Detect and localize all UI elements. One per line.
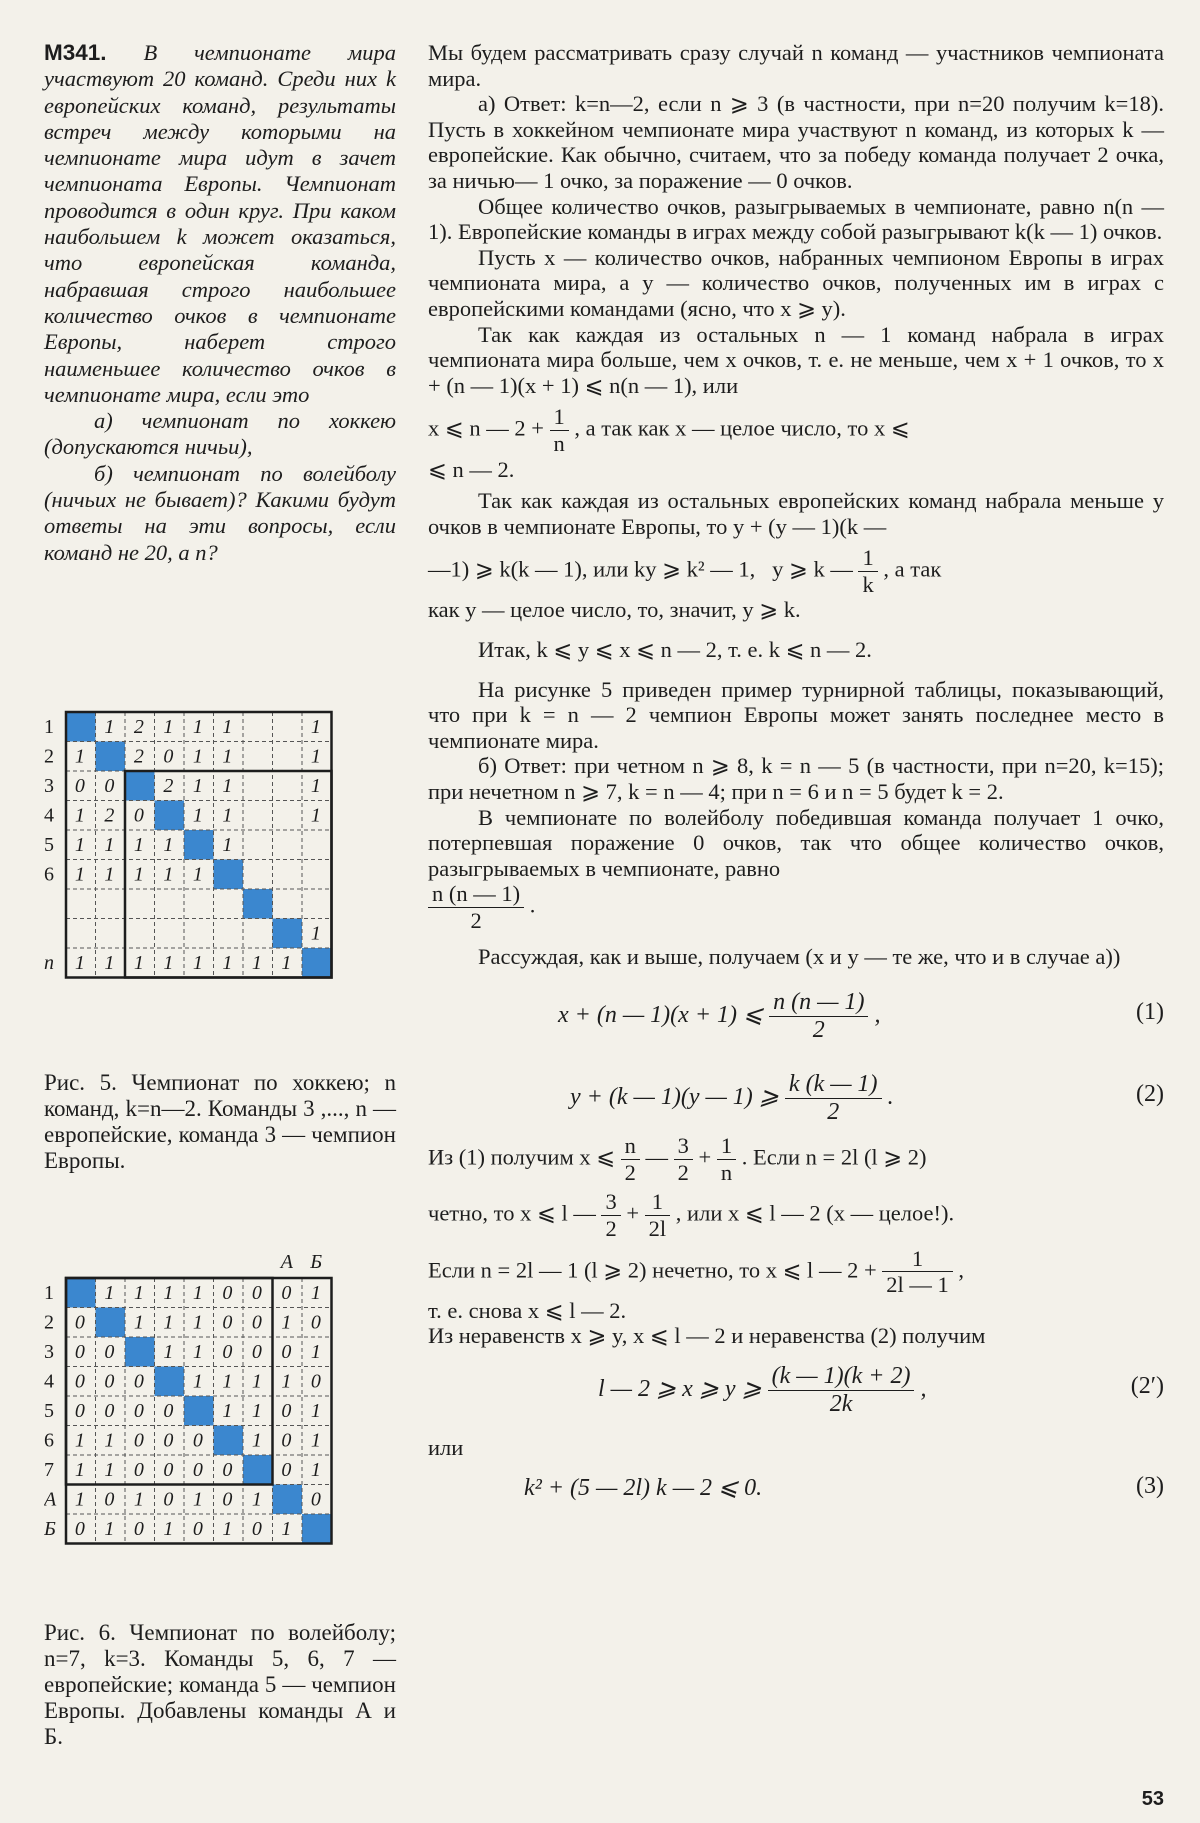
definition-x-y: Пусть x — количество очков, набранных чемпионом Европы в играх чемпионата мира, а y — количество очков, полученных им в играх с европейскими командами (ясно, что x ⩾ y). bbox=[428, 244, 1164, 321]
diagonal-cell bbox=[184, 1396, 214, 1426]
table-cell: 1 bbox=[222, 1370, 233, 1393]
diagonal-cell bbox=[302, 1514, 332, 1544]
table-cell: 1 bbox=[192, 1311, 203, 1334]
table-cell: 1 bbox=[222, 1400, 233, 1423]
table-cell: 1 bbox=[104, 1518, 115, 1541]
table-cell: 1 bbox=[163, 863, 174, 886]
table-cell: 0 bbox=[133, 1429, 144, 1452]
table-cell: 1 bbox=[281, 1518, 292, 1541]
odd-case: Если n = 2l — 1 (l ⩾ 2) нечетно, то x ⩽ l — 2 + $\frac{1}{2l — 1}$ , bbox=[428, 1245, 965, 1298]
table-cell: 0 bbox=[104, 1341, 115, 1364]
figure-6-caption: Рис. 6. Чемпионат по волейболу; n=7, k=3. Команды 5, 6, 7 — европейские; команда 5 — чемпион Европы. Добавлены команды А и Б. bbox=[44, 1620, 396, 1749]
table-cell: 1 bbox=[310, 716, 321, 739]
table-cell: 0 bbox=[74, 1518, 85, 1541]
figure-5-table bbox=[44, 700, 389, 1035]
table-cell: 0 bbox=[310, 1311, 321, 1334]
y-bound-line: —1) ⩾ k(k — 1), или ky ⩾ k² — 1, y ⩾ k — $\frac{1}{k}$ , а так bbox=[428, 545, 942, 597]
table-cell: 1 bbox=[104, 834, 115, 857]
table-cell: 1 bbox=[133, 1311, 144, 1334]
equation-2-prime: l — 2 ⩾ x ⩾ y ⩾ $\frac{(k — 1)(k + 2)}{2k}$ , (2′) bbox=[598, 1362, 1164, 1417]
table-cell: 1 bbox=[192, 1488, 203, 1511]
diagonal-cell bbox=[214, 1426, 244, 1456]
table-cell: 1 bbox=[104, 1282, 115, 1305]
table-cell: 1 bbox=[163, 1311, 174, 1334]
table-cell: 1 bbox=[133, 1488, 144, 1511]
table-cell: 1 bbox=[163, 1518, 174, 1541]
diagonal-cell bbox=[243, 1455, 273, 1485]
table-cell: 1 bbox=[251, 1429, 262, 1452]
table-cell: 1 bbox=[192, 775, 203, 798]
problem-case-b: б) чемпионат по волейболу (ничьих не бывает)? Какими будут ответы на эти вопросы, если команд не 20, а n? bbox=[44, 460, 396, 565]
table-cell: 0 bbox=[163, 745, 174, 768]
figure-6 bbox=[44, 1242, 389, 1602]
solution-column bbox=[428, 40, 1164, 1509]
table-cell: 0 bbox=[310, 1370, 321, 1393]
table-cell: 1 bbox=[163, 952, 174, 975]
row-label: 5 bbox=[44, 834, 54, 857]
table-cell: 1 bbox=[310, 1459, 321, 1482]
problem-text: В чемпионате мира участвуют 20 команд. Среди них k европейских команд, результаты встреч между которыми на чемпионате мира идут в зачет чемпионата Европы. Чемпионат проводится в один круг. При каком наибольшем k может оказаться, что европейская команда, набравшая строго наибольшее количество очков в чемпионате Европы, наберет строго наименьшее количество очков в чемпионате мира, если это bbox=[44, 40, 396, 407]
table-cell: 0 bbox=[74, 775, 85, 798]
diagonal-cell bbox=[66, 712, 96, 742]
conclusion-a: Итак, k ⩽ y ⩽ x ⩽ n — 2, т. е. k ⩽ n — 2. bbox=[478, 637, 872, 663]
table-cell: 1 bbox=[310, 1341, 321, 1364]
figure-6-table bbox=[44, 1242, 389, 1597]
equation-1: x + (n — 1)(x + 1) ⩽ $\frac{n (n — 1)}{2}$ , (1) bbox=[558, 989, 1164, 1044]
figure-5 bbox=[44, 700, 389, 1040]
table-cell: 1 bbox=[192, 804, 203, 827]
table-cell: 0 bbox=[133, 1400, 144, 1423]
row-label: 2 bbox=[44, 745, 54, 768]
table-cell: 1 bbox=[222, 745, 233, 768]
equation-3: k² + (5 — 2l) k — 2 ⩽ 0. (3) bbox=[524, 1472, 1164, 1501]
table-cell: 1 bbox=[222, 834, 233, 857]
table-cell: 1 bbox=[163, 834, 174, 857]
table-cell: 2 bbox=[133, 745, 144, 768]
table-cell: 1 bbox=[192, 716, 203, 739]
table-cell: 1 bbox=[310, 1282, 321, 1305]
row-label: А bbox=[44, 1488, 57, 1511]
diagonal-cell bbox=[125, 1337, 155, 1367]
table-cell: 0 bbox=[192, 1429, 203, 1452]
table-cell: 1 bbox=[222, 952, 233, 975]
from-eq-1: Из (1) получим x ⩽ $\frac{n}{2}$ — $\frac{3}{2}$ + $\frac{1}{n}$ . Если n = 2l (l ⩾ 2) bbox=[428, 1133, 927, 1185]
table-cell: 0 bbox=[222, 1311, 233, 1334]
table-cell: 1 bbox=[281, 952, 292, 975]
table-cell: 1 bbox=[192, 1282, 203, 1305]
table-cell: 1 bbox=[222, 775, 233, 798]
table-cell: 1 bbox=[104, 1459, 115, 1482]
table-cell: 1 bbox=[192, 1341, 203, 1364]
left-column bbox=[44, 40, 396, 566]
table-cell: 1 bbox=[192, 863, 203, 886]
diagonal-cell bbox=[155, 801, 185, 831]
row-label: 7 bbox=[44, 1459, 54, 1482]
table-cell: 0 bbox=[104, 775, 115, 798]
table-cell: 2 bbox=[133, 716, 144, 739]
table-cell: 1 bbox=[310, 1400, 321, 1423]
diagonal-cell bbox=[66, 1278, 96, 1308]
table-cell: 1 bbox=[251, 1488, 262, 1511]
table-cell: 1 bbox=[163, 1282, 174, 1305]
odd-again: т. е. снова x ⩽ l — 2. bbox=[428, 1297, 627, 1323]
table-cell: 0 bbox=[133, 804, 144, 827]
diagonal-cell bbox=[214, 860, 244, 890]
frac-1-k: $\frac{1}{k}$ bbox=[858, 545, 877, 597]
table-cell: 1 bbox=[310, 775, 321, 798]
row-label: 3 bbox=[44, 1341, 54, 1364]
table-cell: 0 bbox=[281, 1429, 292, 1452]
total-points: Общее количество очков, разыгрываемых в чемпионате, равно n(n — 1). Европейские команды в играх между собой разыгрывают k(k — 1) очков. bbox=[428, 193, 1164, 245]
table-cell: 1 bbox=[163, 1341, 174, 1364]
solution-intro: Мы будем рассматривать сразу случай n команд — участников чемпионата мира. bbox=[428, 40, 1164, 91]
diagonal-cell bbox=[243, 889, 273, 919]
table-cell: 0 bbox=[133, 1459, 144, 1482]
table-cell: 1 bbox=[74, 745, 85, 768]
x-bound-last: ⩽ n — 2. bbox=[428, 456, 515, 482]
table-cell: 0 bbox=[192, 1518, 203, 1541]
table-cell: 0 bbox=[163, 1459, 174, 1482]
table-cell: 1 bbox=[104, 716, 115, 739]
table-cell: 1 bbox=[310, 922, 321, 945]
table-cell: 0 bbox=[163, 1488, 174, 1511]
table-cell: 0 bbox=[133, 1518, 144, 1541]
row-label: 6 bbox=[44, 863, 54, 886]
table-cell: 1 bbox=[74, 952, 85, 975]
table-cell: 0 bbox=[251, 1518, 262, 1541]
volleyball-total: $\frac{n (n — 1)}{2}$ . bbox=[428, 881, 1164, 933]
table-cell: 1 bbox=[104, 863, 115, 886]
y-bound-last: как y — целое число, то, значит, y ⩾ k. bbox=[428, 597, 801, 623]
answer-b: б) Ответ: при четном n ⩾ 8, k = n — 5 (в частности, при n=20, k=15); при нечетном n ⩾ 7, k = n — 4; при n = 6 и n = 5 будет k = 2. bbox=[428, 753, 1164, 805]
table-cell: 1 bbox=[192, 745, 203, 768]
problem-number: М341. bbox=[44, 40, 107, 65]
table-cell: 1 bbox=[74, 863, 85, 886]
table-cell: 1 bbox=[133, 1282, 144, 1305]
table-cell: 1 bbox=[133, 952, 144, 975]
table-cell: 0 bbox=[281, 1400, 292, 1423]
diagonal-cell bbox=[273, 1485, 303, 1515]
problem-case-a: а) чемпионат по хоккею (допускаются ничьи), bbox=[44, 408, 396, 460]
table-cell: 1 bbox=[222, 804, 233, 827]
table-cell: 0 bbox=[281, 1459, 292, 1482]
table-cell: 1 bbox=[310, 745, 321, 768]
table-cell: 1 bbox=[104, 1429, 115, 1452]
table-cell: 1 bbox=[222, 1518, 233, 1541]
column-header: Б bbox=[310, 1251, 323, 1273]
table-cell: 0 bbox=[74, 1400, 85, 1423]
table-cell: 1 bbox=[251, 952, 262, 975]
diagonal-cell bbox=[302, 948, 332, 978]
table-cell: 1 bbox=[74, 1459, 85, 1482]
row-label: 1 bbox=[44, 1282, 54, 1305]
row-label: 4 bbox=[44, 1370, 54, 1393]
table-cell: 0 bbox=[222, 1488, 233, 1511]
row-label: 6 bbox=[44, 1429, 54, 1452]
table-cell: 1 bbox=[104, 952, 115, 975]
table-cell: 0 bbox=[281, 1282, 292, 1305]
table-cell: 0 bbox=[192, 1459, 203, 1482]
even-case: четно, то x ⩽ l — $\frac{3}{2}$ + $\frac{1}{2l}$ , или x ⩽ l — 2 (x — целое!). bbox=[428, 1189, 955, 1241]
table-cell: 0 bbox=[251, 1282, 262, 1305]
table-cell: 1 bbox=[251, 1400, 262, 1423]
table-cell: 0 bbox=[74, 1341, 85, 1364]
equation-2: y + (k — 1)(y — 1) ⩾ $\frac{k (k — 1)}{2}$ . (2) bbox=[570, 1071, 1164, 1126]
table-cell: 0 bbox=[222, 1459, 233, 1482]
diagonal-cell bbox=[96, 742, 126, 772]
row-label: 2 bbox=[44, 1311, 54, 1334]
row-label: 3 bbox=[44, 775, 54, 798]
table-cell: 0 bbox=[163, 1400, 174, 1423]
or-word: или bbox=[428, 1434, 464, 1460]
row-label: 1 bbox=[44, 716, 54, 739]
table-cell: 0 bbox=[310, 1488, 321, 1511]
table-cell: 0 bbox=[281, 1341, 292, 1364]
table-cell: 1 bbox=[192, 1370, 203, 1393]
figure-note: На рисунке 5 приведен пример турнирной таблицы, показывающий, что при k = n — 2 чемпион Европы может занять последнее место в чемпионате мира. bbox=[428, 676, 1164, 753]
page-number: 53 bbox=[1141, 1788, 1164, 1810]
table-cell: 0 bbox=[133, 1370, 144, 1393]
table-cell: 1 bbox=[74, 804, 85, 827]
row-label: 5 bbox=[44, 1400, 54, 1423]
table-cell: 1 bbox=[310, 804, 321, 827]
table-cell: 0 bbox=[163, 1429, 174, 1452]
diagonal-cell bbox=[155, 1367, 185, 1397]
table-cell: 1 bbox=[74, 834, 85, 857]
diagonal-cell bbox=[184, 830, 214, 860]
table-cell: 1 bbox=[133, 834, 144, 857]
column-header: А bbox=[280, 1251, 293, 1273]
table-cell: 2 bbox=[104, 804, 115, 827]
volleyball-points: В чемпионате по волейболу победившая команда получает 1 очко, потерпевшая поражение 0 очков, так что общее количество очков, разыгрываемых в чемпионате, равно bbox=[428, 804, 1164, 881]
table-cell: 1 bbox=[133, 863, 144, 886]
row-label: Б bbox=[44, 1518, 56, 1541]
diagonal-cell bbox=[125, 771, 155, 801]
table-cell: 1 bbox=[74, 1488, 85, 1511]
table-cell: 1 bbox=[163, 716, 174, 739]
row-label: n bbox=[44, 952, 54, 975]
table-cell: 1 bbox=[281, 1370, 292, 1393]
table-cell: 1 bbox=[222, 716, 233, 739]
diagonal-cell bbox=[273, 919, 303, 949]
since-each-team: Так как каждая из остальных n — 1 команд набрала в играх чемпионата мира больше, чем x очков, т. е. не меньше, чем x + 1 очков, то x + (n — 1)(x + 1) ⩽ n(n — 1), или bbox=[428, 321, 1164, 398]
table-cell: 0 bbox=[222, 1282, 233, 1305]
table-cell: 1 bbox=[281, 1311, 292, 1334]
table-cell: 0 bbox=[222, 1341, 233, 1364]
frac-1-n: $\frac{1}{n}$ bbox=[550, 404, 569, 456]
from-inequalities: Из неравенств x ⩾ y, x ⩽ l — 2 и неравенства (2) получим bbox=[428, 1323, 986, 1349]
table-cell: 0 bbox=[74, 1311, 85, 1334]
table-cell: 0 bbox=[104, 1488, 115, 1511]
figure-5-caption: Рис. 5. Чемпионат по хоккею; n команд, k=n—2. Команды 3 ,..., n — европейские, команда 3 — чемпион Европы. bbox=[44, 1070, 396, 1173]
table-cell: 0 bbox=[251, 1341, 262, 1364]
answer-a: а) Ответ: k=n—2, если n ⩾ 3 (в частности, при n=20 получим k=18). Пусть в хоккейном чемпионате мира участвуют n команд, из которых k — европейские. Как обычно, считаем, что за победу команда получает 2 очка, за ничью— 1 очко, за поражение — 0 очков. bbox=[428, 91, 1164, 193]
row-label: 4 bbox=[44, 804, 54, 827]
table-cell: 2 bbox=[163, 775, 174, 798]
table-cell: 1 bbox=[251, 1370, 262, 1393]
table-cell: 1 bbox=[192, 952, 203, 975]
problem-statement bbox=[44, 40, 396, 566]
since-euro: Так как каждая из остальных европейских команд набрала меньше y очков в чемпионате Европы, то y + (y — 1)(k — bbox=[428, 488, 1164, 539]
table-cell: 1 bbox=[310, 1429, 321, 1452]
table-cell: 0 bbox=[74, 1370, 85, 1393]
table-cell: 1 bbox=[74, 1429, 85, 1452]
table-cell: 0 bbox=[251, 1311, 262, 1334]
reasoning: Рассуждая, как и выше, получаем (x и y — те же, что и в случае а)) bbox=[478, 943, 1121, 969]
x-bound-line: x ⩽ n — 2 + $\frac{1}{n}$ , а так как x — целое число, то x ⩽ bbox=[428, 404, 910, 456]
table-cell: 0 bbox=[104, 1370, 115, 1393]
diagonal-cell bbox=[96, 1308, 126, 1338]
table-cell: 0 bbox=[104, 1400, 115, 1423]
